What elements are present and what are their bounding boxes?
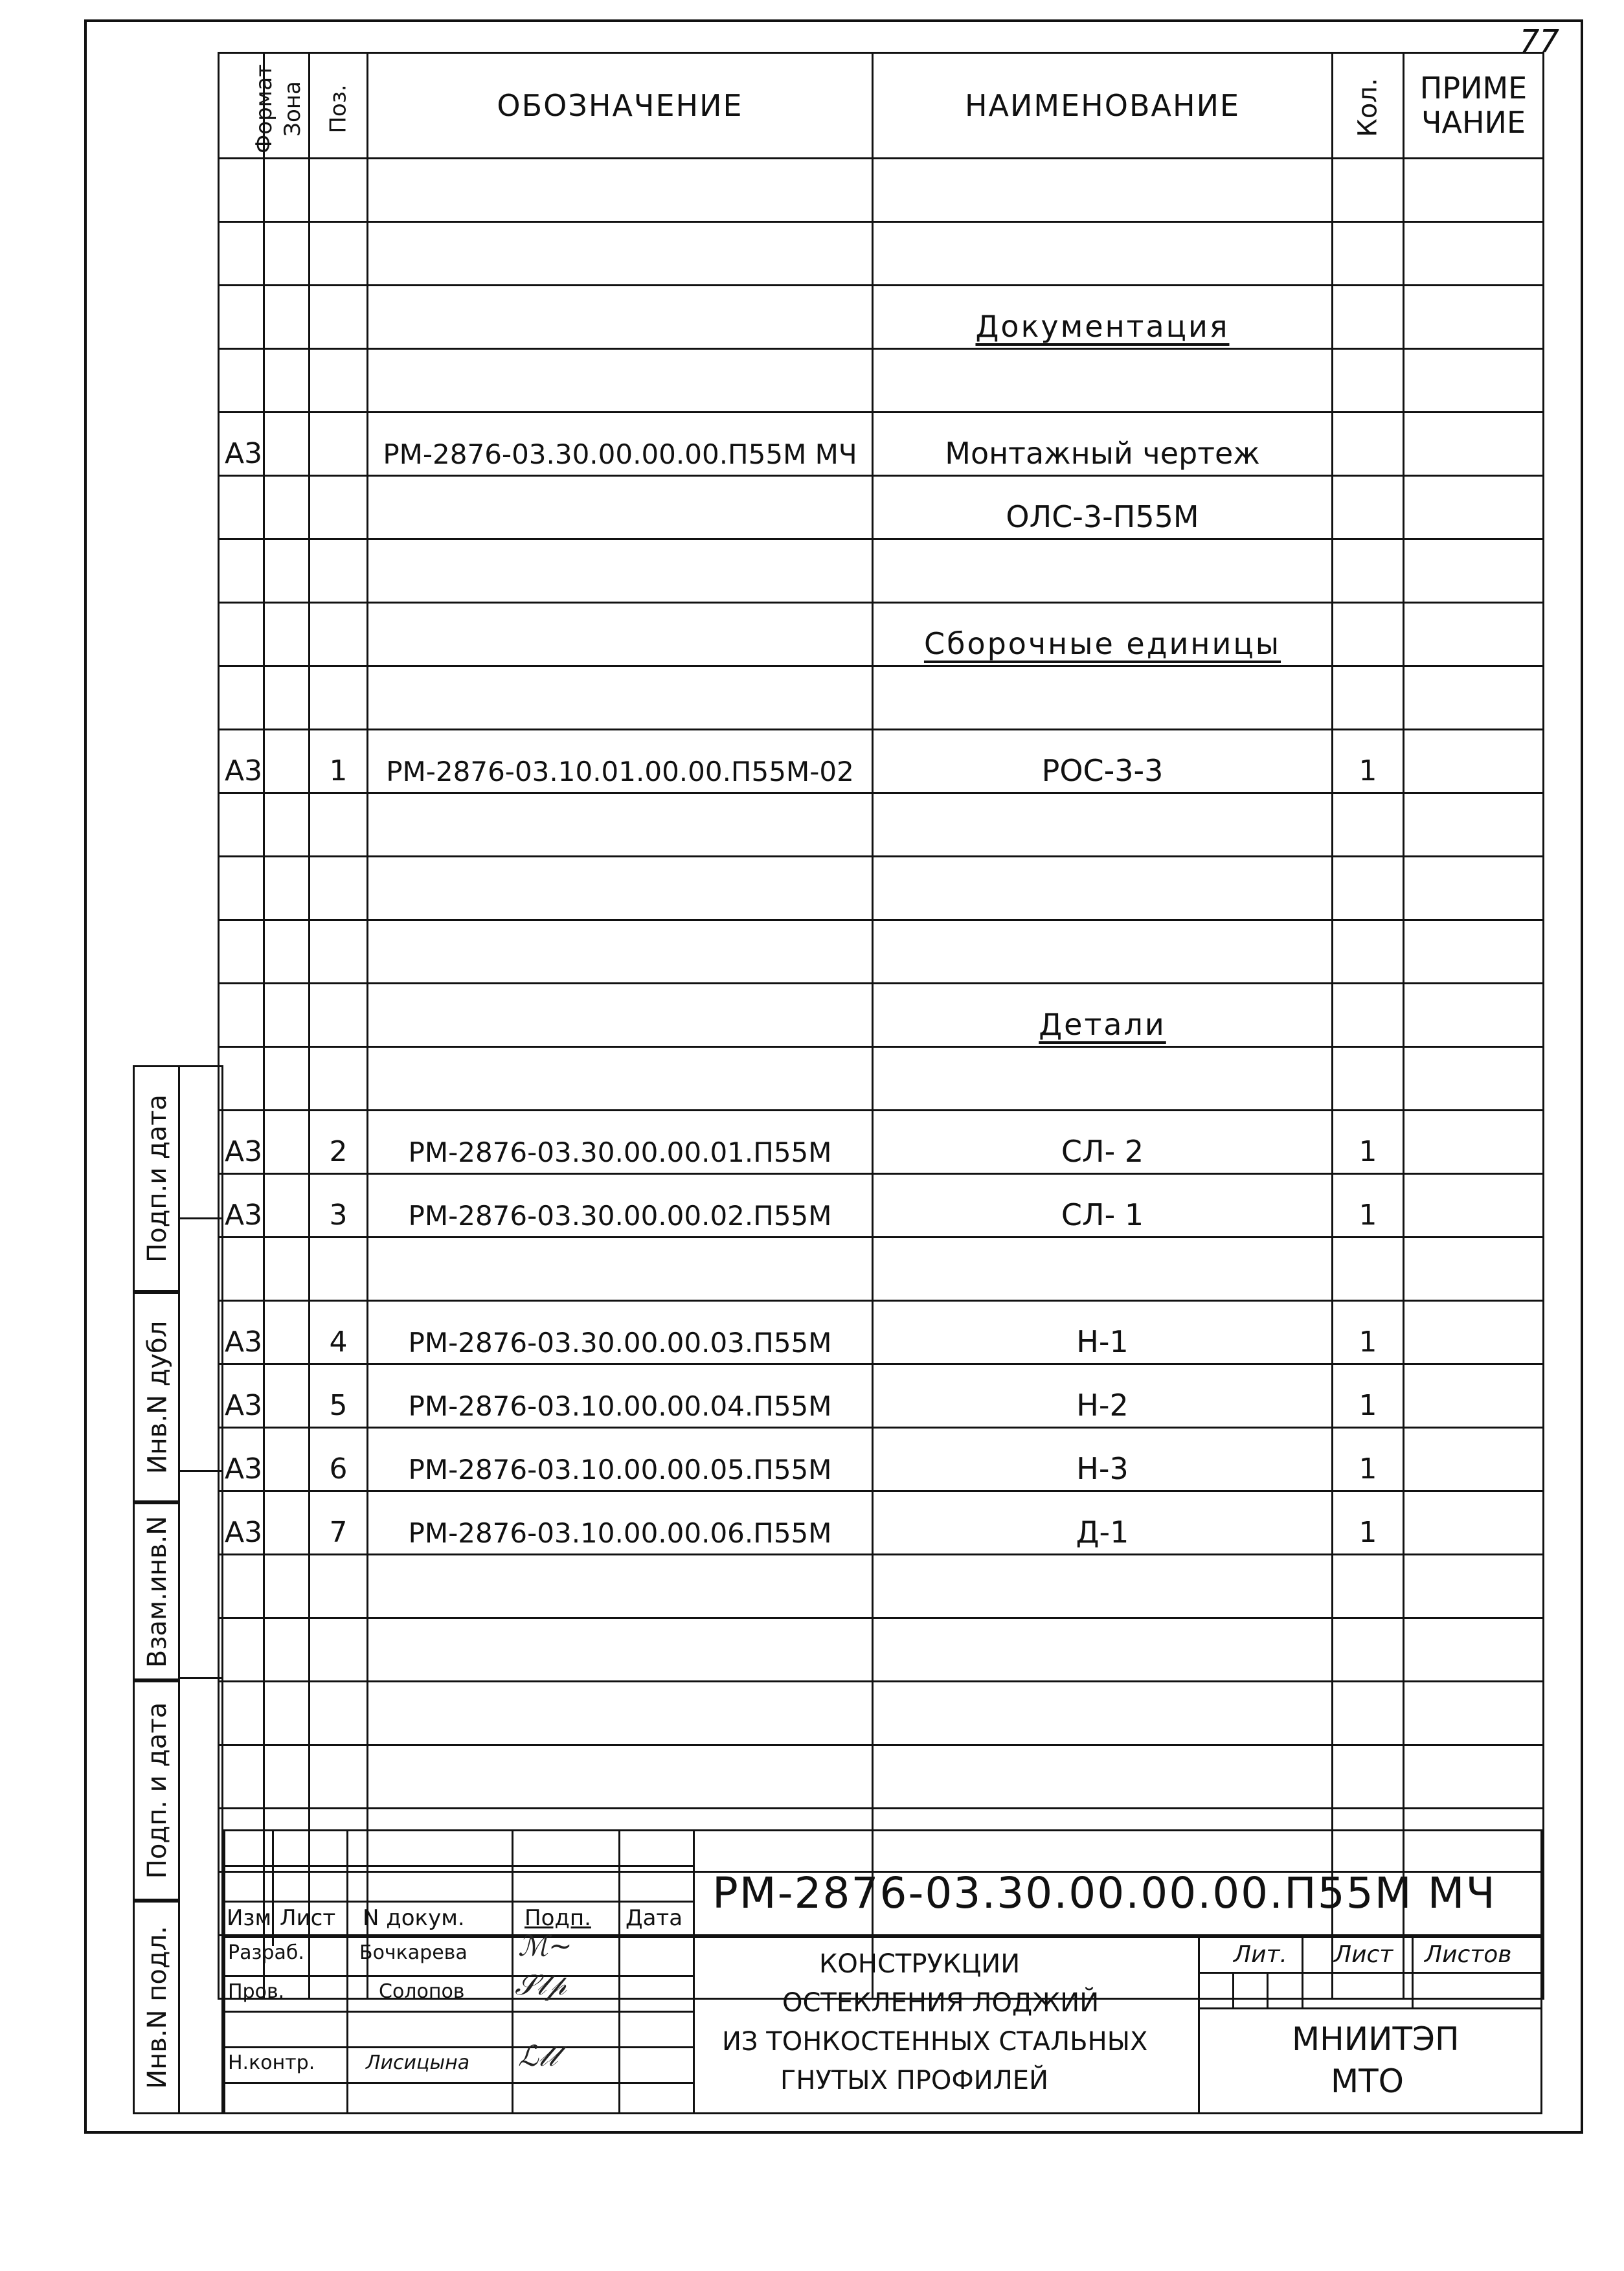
cell-pos: 2: [310, 1111, 368, 1174]
table-row: [219, 857, 1544, 920]
cell-zone: [264, 1555, 310, 1618]
cell-zone: [264, 1047, 310, 1111]
cell-pos: [310, 857, 368, 920]
cell-qty: 1: [1333, 1364, 1404, 1428]
cell-qty: [1333, 603, 1404, 666]
cell-qty: [1333, 920, 1404, 984]
cell-designation: [368, 349, 873, 412]
cell-designation: [368, 1237, 873, 1301]
cell-note: [1404, 1555, 1544, 1618]
table-row: [219, 1428, 1544, 1491]
cell-designation: [368, 286, 873, 349]
org-line-1: МНИИТЭП: [1292, 2020, 1460, 2058]
cell-note: [1404, 1111, 1544, 1174]
cell-pos: [310, 1618, 368, 1682]
side-strip-vzam-inv: Взам.инв.N: [133, 1502, 178, 1680]
cell-zone: [264, 1682, 310, 1745]
cell-format: [219, 603, 264, 666]
cell-pos: 3: [310, 1174, 368, 1237]
cell-note: [1404, 793, 1544, 857]
col-data: Дата: [626, 1905, 683, 1931]
name-nkontr: Лисицына: [366, 2051, 470, 2074]
cell-designation: [368, 222, 873, 286]
cell-designation: [368, 1682, 873, 1745]
cell-name: [873, 159, 1333, 222]
cell-designation: [368, 1555, 873, 1618]
cell-zone: [264, 539, 310, 603]
cell-format: [219, 159, 264, 222]
cell-pos: [310, 1745, 368, 1809]
cell-qty: [1333, 984, 1404, 1047]
name-razrab: Бочкарева: [359, 1941, 468, 1964]
cell-format: [219, 1745, 264, 1809]
cell-note: [1404, 159, 1544, 222]
table-header-row: [219, 53, 1544, 159]
role-razrab: Разраб.: [228, 1941, 304, 1964]
cell-name: [873, 793, 1333, 857]
cell-name: СЛ- 2: [873, 1111, 1333, 1174]
cell-name: [873, 1555, 1333, 1618]
cell-name: [873, 857, 1333, 920]
cell-qty: [1333, 159, 1404, 222]
cell-name: Монтажный чертеж: [873, 412, 1333, 476]
cell-pos: [310, 539, 368, 603]
cell-pos: [310, 222, 368, 286]
cell-zone: [264, 1174, 310, 1237]
cell-zone: [264, 793, 310, 857]
header-note: ПРИМЕ ЧАНИЕ: [1404, 53, 1544, 159]
cell-qty: [1333, 412, 1404, 476]
cell-designation: [368, 603, 873, 666]
cell-designation: РМ-2876-03.30.00.00.03.П55М: [368, 1301, 873, 1364]
table-row: [219, 222, 1544, 286]
cell-pos: [310, 793, 368, 857]
cell-note: [1404, 222, 1544, 286]
cell-pos: 1: [310, 730, 368, 793]
cell-name: ОЛС-3-П55М: [873, 476, 1333, 539]
table-row: [219, 1237, 1544, 1301]
cell-designation: РМ-2876-03.10.01.00.00.П55М-02: [368, 730, 873, 793]
doc-code: РМ-2876-03.30.00.00.00.П55М МЧ: [712, 1868, 1496, 1918]
table-row: [219, 1301, 1544, 1364]
cell-zone: [264, 222, 310, 286]
col-podp: Подп.: [524, 1905, 591, 1931]
col-izm: Изм: [227, 1905, 272, 1931]
cell-note: [1404, 1491, 1544, 1555]
label-lit: Лит.: [1234, 1941, 1287, 1968]
cell-pos: 7: [310, 1491, 368, 1555]
cell-qty: 1: [1333, 1491, 1404, 1555]
label-sheet: Лист: [1334, 1941, 1393, 1968]
cell-format: [219, 539, 264, 603]
table-row: [219, 1682, 1544, 1745]
cell-qty: [1333, 857, 1404, 920]
cell-name: Детали: [873, 984, 1333, 1047]
table-row: [219, 730, 1544, 793]
signature-nkontr: ℒ𝓁𝓁: [518, 2040, 558, 2073]
side-strip-sign-and-date: Подп. и дата: [133, 1680, 178, 1901]
header-qty: Кол.: [1333, 53, 1404, 159]
page-number: 77: [1519, 23, 1559, 60]
cell-qty: 1: [1333, 1111, 1404, 1174]
cell-pos: [310, 476, 368, 539]
cell-qty: [1333, 1745, 1404, 1809]
table-row: [219, 1491, 1544, 1555]
title-line-4: ГНУТЫХ ПРОФИЛЕЙ: [780, 2066, 1049, 2096]
table-row: [219, 984, 1544, 1047]
name-prov: Солопов: [379, 1980, 465, 2003]
cell-designation: [368, 1745, 873, 1809]
cell-qty: [1333, 1618, 1404, 1682]
cell-designation: [368, 1618, 873, 1682]
side-strip-sign-date: Подп.и дата: [133, 1065, 178, 1292]
cell-pos: [310, 286, 368, 349]
cell-zone: [264, 603, 310, 666]
cell-zone: [264, 920, 310, 984]
table-row: [219, 1745, 1544, 1809]
cell-name: РОС-3-3: [873, 730, 1333, 793]
cell-zone: [264, 476, 310, 539]
cell-designation: РМ-2876-03.10.00.00.06.П55М: [368, 1491, 873, 1555]
table-row: [219, 286, 1544, 349]
table-row: [219, 539, 1544, 603]
table-row: [219, 1111, 1544, 1174]
cell-format: [219, 857, 264, 920]
cell-pos: [310, 412, 368, 476]
table-row: [219, 159, 1544, 222]
cell-format: А3: [219, 1174, 264, 1237]
cell-note: [1404, 1301, 1544, 1364]
cell-zone: [264, 1491, 310, 1555]
title-line-1: КОНСТРУКЦИИ: [819, 1949, 1021, 1979]
cell-designation: [368, 539, 873, 603]
cell-zone: [264, 1745, 310, 1809]
table-row: [219, 349, 1544, 412]
table-row: [219, 1555, 1544, 1618]
cell-name: [873, 1047, 1333, 1111]
cell-zone: [264, 666, 310, 730]
cell-designation: [368, 920, 873, 984]
cell-pos: [310, 666, 368, 730]
cell-format: А3: [219, 1301, 264, 1364]
cell-pos: 5: [310, 1364, 368, 1428]
cell-format: [219, 793, 264, 857]
header-pos: Поз.: [310, 53, 368, 159]
cell-pos: [310, 920, 368, 984]
cell-note: [1404, 730, 1544, 793]
cell-designation: [368, 857, 873, 920]
cell-qty: [1333, 476, 1404, 539]
cell-zone: [264, 1301, 310, 1364]
cell-pos: [310, 603, 368, 666]
table-row: [219, 476, 1544, 539]
col-ndoc: N докум.: [363, 1905, 465, 1931]
cell-note: [1404, 539, 1544, 603]
cell-zone: [264, 412, 310, 476]
cell-designation: [368, 159, 873, 222]
cell-note: [1404, 476, 1544, 539]
cell-note: [1404, 1174, 1544, 1237]
cell-pos: [310, 1682, 368, 1745]
cell-pos: [310, 984, 368, 1047]
cell-zone: [264, 286, 310, 349]
title-line-3: ИЗ ТОНКОСТЕННЫХ СТАЛЬНЫХ: [722, 2027, 1148, 2057]
cell-name: Д-1: [873, 1491, 1333, 1555]
table-row: [219, 666, 1544, 730]
cell-name: [873, 1682, 1333, 1745]
table-row: [219, 793, 1544, 857]
cell-designation: РМ-2876-03.10.00.00.05.П55М: [368, 1428, 873, 1491]
table-row: [219, 1047, 1544, 1111]
cell-zone: [264, 1111, 310, 1174]
cell-format: [219, 222, 264, 286]
cell-designation: РМ-2876-03.30.00.00.01.П55М: [368, 1111, 873, 1174]
cell-format: А3: [219, 1364, 264, 1428]
cell-name: СЛ- 1: [873, 1174, 1333, 1237]
cell-designation: [368, 1047, 873, 1111]
cell-zone: [264, 1428, 310, 1491]
cell-name: Н-3: [873, 1428, 1333, 1491]
title-line-2: ОСТЕКЛЕНИЯ ЛОДЖИЙ: [782, 1988, 1100, 2018]
cell-note: [1404, 1428, 1544, 1491]
cell-qty: 1: [1333, 1174, 1404, 1237]
cell-designation: [368, 476, 873, 539]
cell-format: [219, 1237, 264, 1301]
cell-name: Н-1: [873, 1301, 1333, 1364]
org-line-2: МТО: [1331, 2062, 1404, 2100]
role-nkontr: Н.контр.: [228, 2051, 315, 2074]
cell-designation: [368, 984, 873, 1047]
label-sheets: Листов: [1425, 1941, 1512, 1968]
cell-designation: РМ-2876-03.30.00.00.02.П55М: [368, 1174, 873, 1237]
cell-qty: [1333, 539, 1404, 603]
cell-zone: [264, 984, 310, 1047]
cell-format: [219, 1555, 264, 1618]
cell-pos: 4: [310, 1301, 368, 1364]
cell-format: [219, 1618, 264, 1682]
cell-zone: [264, 1237, 310, 1301]
cell-qty: [1333, 1555, 1404, 1618]
cell-format: [219, 286, 264, 349]
cell-format: А3: [219, 412, 264, 476]
table-row: [219, 603, 1544, 666]
cell-note: [1404, 286, 1544, 349]
cell-qty: [1333, 1682, 1404, 1745]
cell-name: [873, 222, 1333, 286]
cell-format: [219, 984, 264, 1047]
cell-qty: [1333, 286, 1404, 349]
cell-note: [1404, 412, 1544, 476]
header-designation: ОБОЗНАЧЕНИЕ: [368, 53, 873, 159]
cell-designation: РМ-2876-03.10.00.00.04.П55М: [368, 1364, 873, 1428]
cell-zone: [264, 730, 310, 793]
signature-razrab: ℳ~: [518, 1930, 572, 1963]
cell-qty: [1333, 349, 1404, 412]
role-prov: Пров.: [228, 1980, 285, 2003]
specification-table: [218, 52, 1544, 2000]
cell-note: [1404, 349, 1544, 412]
cell-pos: [310, 1237, 368, 1301]
cell-note: [1404, 984, 1544, 1047]
side-strip-inner: [178, 1065, 223, 2114]
table-row: [219, 412, 1544, 476]
cell-name: [873, 349, 1333, 412]
cell-pos: [310, 1047, 368, 1111]
header-format: Формат: [219, 53, 264, 159]
cell-qty: 1: [1333, 730, 1404, 793]
cell-name: [873, 1745, 1333, 1809]
cell-format: [219, 1047, 264, 1111]
col-list: Лист: [280, 1905, 336, 1931]
table-row: [219, 920, 1544, 984]
signature-prov: 𝒮𝓁𝓅: [515, 1969, 567, 2002]
cell-format: [219, 666, 264, 730]
cell-name: [873, 539, 1333, 603]
cell-qty: 1: [1333, 1428, 1404, 1491]
cell-name: [873, 1618, 1333, 1682]
cell-note: [1404, 666, 1544, 730]
cell-note: [1404, 857, 1544, 920]
cell-designation: РМ-2876-03.30.00.00.00.П55М МЧ: [368, 412, 873, 476]
cell-name: Сборочные единицы: [873, 603, 1333, 666]
cell-note: [1404, 1745, 1544, 1809]
cell-note: [1404, 1047, 1544, 1111]
cell-qty: [1333, 1047, 1404, 1111]
cell-qty: 1: [1333, 1301, 1404, 1364]
cell-name: Н-2: [873, 1364, 1333, 1428]
cell-format: [219, 920, 264, 984]
cell-qty: [1333, 793, 1404, 857]
cell-name: [873, 1237, 1333, 1301]
cell-format: А3: [219, 1428, 264, 1491]
cell-pos: [310, 349, 368, 412]
cell-note: [1404, 1364, 1544, 1428]
cell-format: [219, 1682, 264, 1745]
cell-qty: [1333, 666, 1404, 730]
cell-designation: [368, 666, 873, 730]
cell-name: [873, 666, 1333, 730]
cell-zone: [264, 857, 310, 920]
cell-format: [219, 476, 264, 539]
side-strip-inv-podl: Инв.N подл.: [133, 1901, 178, 2114]
header-zone: Зона: [264, 53, 310, 159]
cell-note: [1404, 920, 1544, 984]
cell-zone: [264, 349, 310, 412]
cell-pos: [310, 1555, 368, 1618]
cell-note: [1404, 1237, 1544, 1301]
cell-note: [1404, 603, 1544, 666]
table-row: [219, 1364, 1544, 1428]
cell-format: А3: [219, 1111, 264, 1174]
table-row: [219, 1174, 1544, 1237]
cell-qty: [1333, 1237, 1404, 1301]
table-row: [219, 1618, 1544, 1682]
cell-note: [1404, 1618, 1544, 1682]
cell-note: [1404, 1682, 1544, 1745]
cell-zone: [264, 1364, 310, 1428]
cell-zone: [264, 1618, 310, 1682]
cell-format: А3: [219, 730, 264, 793]
cell-zone: [264, 159, 310, 222]
side-strip-inv-dubl: Инв.N дубл: [133, 1292, 178, 1502]
cell-format: [219, 349, 264, 412]
cell-name: Документация: [873, 286, 1333, 349]
cell-format: А3: [219, 1491, 264, 1555]
header-name: НАИМЕНОВАНИЕ: [873, 53, 1333, 159]
cell-name: [873, 920, 1333, 984]
cell-qty: [1333, 222, 1404, 286]
cell-designation: [368, 793, 873, 857]
cell-pos: 6: [310, 1428, 368, 1491]
cell-pos: [310, 159, 368, 222]
